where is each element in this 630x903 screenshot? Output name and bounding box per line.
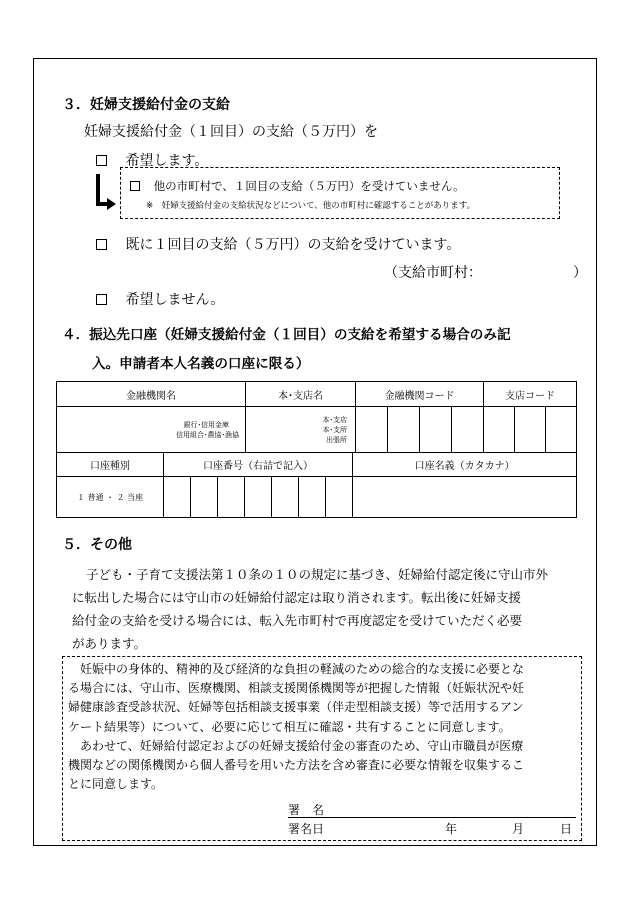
branch-code-digit[interactable] bbox=[515, 407, 546, 453]
col-account-number: 口座番号（右詰で記入） bbox=[164, 453, 353, 477]
consent-line: ケート結果等）について、必要に応じて相互に確認・共有することに同意します。 bbox=[68, 719, 511, 734]
bank-name-cell[interactable] bbox=[57, 407, 246, 453]
consent-text bbox=[68, 660, 524, 794]
bank-account-table bbox=[56, 381, 577, 453]
checkbox-nowish[interactable] bbox=[96, 294, 107, 305]
bank-type1: 銀行･信用金庫 bbox=[183, 420, 229, 429]
checkbox-wish[interactable] bbox=[96, 155, 107, 166]
consent-line: る場合には、守山市、医療機関、相談支援関係機関等が把握した情報（妊娠状況や妊 bbox=[68, 681, 525, 696]
paragraph-line: があります。 bbox=[72, 636, 147, 651]
branch-name-cell[interactable] bbox=[246, 407, 356, 453]
checkbox-already[interactable] bbox=[96, 239, 107, 250]
signature-label: 署 名 bbox=[288, 803, 325, 817]
consent-line: 機関などの関係機関から個人番号を用いた方法を含め審査に必要な情報を収集するこ bbox=[68, 758, 525, 773]
arrow-down-right-icon bbox=[94, 174, 118, 214]
option-already-label: 既に１回目の支給（５万円）の支給を受けています。 bbox=[125, 237, 461, 253]
account-number-digit[interactable] bbox=[326, 477, 353, 518]
account-table bbox=[56, 452, 577, 518]
section3-intro: 妊婦支援給付金（１回目）の支給（５万円）を bbox=[84, 124, 378, 140]
branch-type3: 出張所 bbox=[326, 435, 347, 444]
year-label: 年 bbox=[445, 822, 458, 836]
option-nowish-label: 希望しません。 bbox=[125, 292, 225, 308]
consent-line: 妊娠中の身体的、精神的及び経済的な負担の軽減のための総合的な支援に必要とな bbox=[80, 662, 525, 676]
checkbox-other-city[interactable] bbox=[130, 181, 140, 191]
account-number-digit[interactable] bbox=[299, 477, 326, 518]
consent-line: あわせて、妊婦給付認定およびの妊婦支援給付金の審査のため、守山市職員が医療 bbox=[80, 738, 524, 753]
option-already[interactable] bbox=[96, 234, 460, 254]
branch-code-digit[interactable] bbox=[546, 407, 577, 453]
bank-code-digit[interactable] bbox=[356, 407, 388, 453]
col-branch-name: 本･支店名 bbox=[246, 382, 356, 407]
account-number-digit[interactable] bbox=[191, 477, 218, 518]
col-branch-code: 支店コード bbox=[484, 382, 577, 407]
account-number-digit[interactable] bbox=[164, 477, 191, 518]
paragraph-line: 給付金の支給を受ける場合には、転入先市町村で再度認定を受けていただく必要 bbox=[72, 613, 523, 628]
bank-code-digit[interactable] bbox=[388, 407, 420, 453]
paragraph-line: 子ども・子育て支援法第１０条の１０の規定に基づき、妊婦給付認定後に守山市外 bbox=[86, 567, 549, 582]
section3-heading: ３．妊婦支援給付金の支給 bbox=[62, 97, 230, 113]
section4-heading-line1: ４．振込先口座（妊婦支援給付金（１回目）の支給を希望する場合のみ記 bbox=[62, 327, 511, 343]
account-type-options[interactable]: １ 普通 ・ ２ 当座 bbox=[57, 477, 164, 518]
sub-check-option[interactable] bbox=[130, 178, 465, 194]
consent-line: とに同意します。 bbox=[68, 777, 164, 792]
paragraph-line: に転出した場合には守山市の妊婦給付認定は取り消されます。転出後に妊婦支援 bbox=[72, 590, 522, 605]
section5-heading: ５．その他 bbox=[62, 537, 132, 553]
branch-type2: 本･支所 bbox=[322, 425, 347, 434]
option-wish-label: 希望します。 bbox=[125, 153, 209, 169]
account-number-digit[interactable] bbox=[272, 477, 299, 518]
consent-line: 婦健康診査受診状況、妊婦等包括相談支援事業（伴走型相談支援）等で活用するアン bbox=[68, 700, 524, 715]
branch-type1: 本･支店 bbox=[322, 415, 347, 424]
sub-note: ※ 妊婦支援給付金の支給状況などについて、他の市町村に確認することがあります。 bbox=[146, 201, 476, 211]
col-account-holder: 口座名義（カタカナ） bbox=[353, 453, 577, 477]
signature-line[interactable] bbox=[288, 817, 576, 818]
account-number-digit[interactable] bbox=[245, 477, 272, 518]
month-label: 月 bbox=[512, 822, 525, 836]
bank-code-digit[interactable] bbox=[452, 407, 484, 453]
account-holder-input[interactable] bbox=[353, 477, 577, 518]
col-bank-name: 金融機関名 bbox=[57, 382, 246, 407]
sub-check-label: 他の市町村で、１回目の支給（５万円）を受けていません。 bbox=[153, 179, 465, 193]
account-number-digit[interactable] bbox=[218, 477, 245, 518]
option-nowish[interactable] bbox=[96, 289, 224, 309]
bank-code-digit[interactable] bbox=[420, 407, 452, 453]
paying-city: （支給市町村： ） bbox=[384, 265, 587, 281]
col-bank-code: 金融機関コード bbox=[356, 382, 484, 407]
sign-date-label: 署名日 bbox=[288, 822, 325, 836]
col-account-type: 口座種別 bbox=[57, 453, 164, 477]
day-label: 日 bbox=[560, 822, 573, 836]
bank-type2: 信用組合･農協･漁協 bbox=[176, 430, 239, 439]
branch-code-digit[interactable] bbox=[484, 407, 515, 453]
section4-heading-line2: 入。申請者本人名義の口座に限る） bbox=[92, 356, 310, 372]
section5-paragraph bbox=[72, 563, 548, 655]
